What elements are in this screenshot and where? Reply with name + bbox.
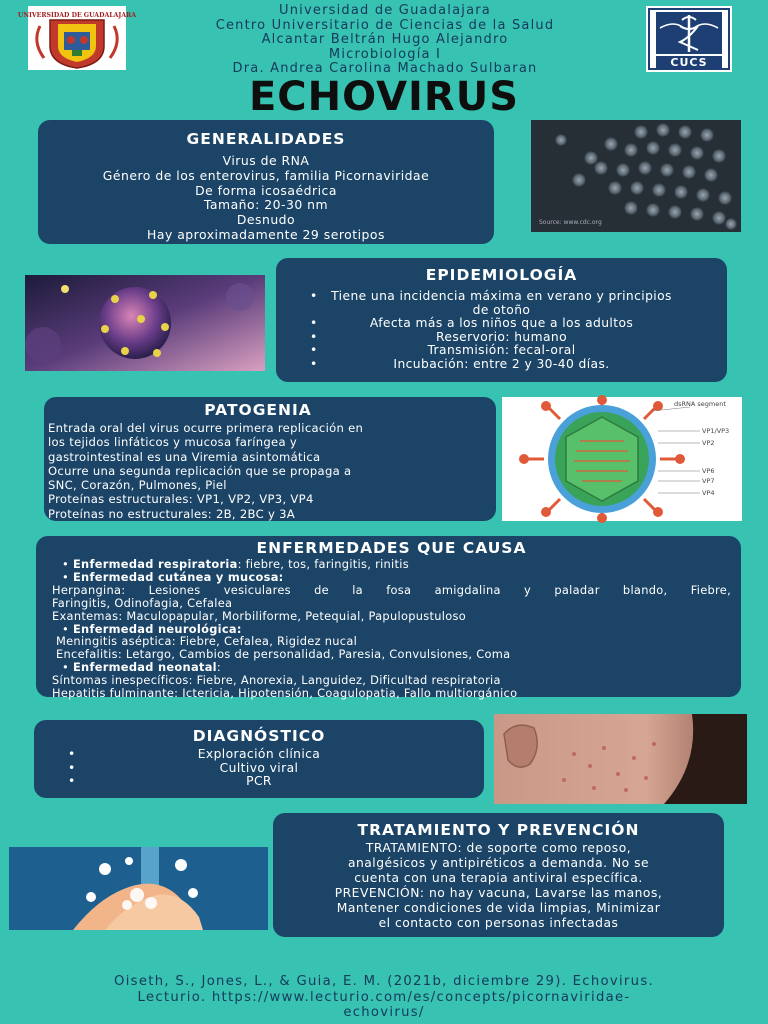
generalidades-line: Desnudo bbox=[236, 212, 296, 228]
generalidades-line: Género de los enterovirus, familia Picornaviridae bbox=[102, 167, 430, 183]
generalidades-line: Tamaño: 20-30 nm bbox=[203, 197, 329, 213]
generalidades-heading: GENERALIDADES bbox=[186, 130, 346, 148]
patogenia-line: Proteínas no estructurales: 2B, 2BC y 3A bbox=[48, 506, 296, 521]
page-title: ECHOVIRUS bbox=[248, 74, 519, 120]
epidemiologia-item: • Reservorio: humano bbox=[290, 331, 713, 345]
epidemiologia-item: • Incubación: entre 2 y 30-40 días. bbox=[290, 358, 713, 372]
herpangina-line: Herpangina: Lesiones vesiculares de la fosa amigdalina y paladar blando, Fiebre, bbox=[52, 582, 731, 597]
patogenia-heading: PATOGENIA bbox=[204, 401, 312, 419]
patogenia-line: SNC, Corazón, Pulmones, Piel bbox=[48, 478, 227, 493]
micrograph-image bbox=[531, 120, 741, 232]
skin-rash-photo bbox=[494, 714, 747, 804]
tratamiento-text bbox=[273, 841, 724, 931]
patogenia-text bbox=[48, 421, 496, 521]
diagnostico-item: • Exploración clínica bbox=[48, 748, 470, 762]
neonatal-colon: : bbox=[216, 660, 222, 675]
patogenia-line: Entrada oral del virus ocurre primera replicación en bbox=[48, 421, 364, 435]
exantemas-line: Exantemas: Maculopapular, Morbiliforme, Petequial, Papulopustuloso bbox=[52, 608, 467, 623]
diagram-label-vp2: VP2 bbox=[702, 439, 715, 447]
patogenia-line: gastrointestinal es una Viremia asintomática bbox=[48, 449, 321, 464]
respiratoria-label: Enfermedad respiratoria bbox=[72, 557, 238, 571]
udg-logo bbox=[17, 6, 137, 70]
reference-line: Lecturio. https://www.lecturio.com/es/concepts/picornaviridae- bbox=[137, 989, 631, 1005]
tratamiento-box bbox=[273, 813, 724, 937]
patogenia-line: Ocurre una segunda replicación que se propaga a bbox=[48, 463, 352, 478]
enfermedad-cutanea: • Enfermedad cutánea y mucosa: bbox=[62, 569, 284, 584]
encefalitis-line: Encefalitis: Letargo, Cambios de personalidad, Paresia, Convulsiones, Coma bbox=[56, 647, 511, 662]
enfermedades-heading: ENFERMEDADES QUE CAUSA bbox=[256, 539, 527, 557]
generalidades-line: Virus de RNA bbox=[222, 153, 310, 168]
tratamiento-heading: TRATAMIENTO Y PREVENCIÓN bbox=[357, 821, 640, 839]
header-line-university: Universidad de Guadalajara bbox=[279, 3, 491, 18]
generalidades-text bbox=[38, 154, 494, 243]
neurologica-label: Enfermedad neurológica: bbox=[72, 621, 242, 636]
epidemiologia-list bbox=[276, 290, 727, 372]
virus-structure-diagram bbox=[502, 397, 742, 521]
header-text bbox=[140, 4, 630, 77]
tratamiento-line: Mantener condiciones de vida limpias, Minimizar bbox=[336, 901, 661, 915]
hepatitis-line: Hepatitis fulminante: Ictericia, Hipotensión, Coagulopatia, Fallo multiorgánico bbox=[52, 686, 518, 701]
tratamiento-line: PREVENCIÓN: no hay vacuna, Lavarse las manos, bbox=[334, 886, 663, 900]
tratamiento-line: analgésicos y antipiréticos a demanda. No se bbox=[347, 856, 650, 870]
cucs-logo bbox=[646, 6, 732, 72]
neonatal-label: Enfermedad neonatal bbox=[72, 660, 217, 675]
herpangina-line-2: Faringitis, Odinofagia, Cefalea bbox=[52, 595, 233, 610]
header-line-teacher: Dra. Andrea Carolina Machado Sulbaran bbox=[232, 61, 538, 77]
diagnostico-heading: DIAGNÓSTICO bbox=[192, 727, 326, 745]
sintomas-line: Síntomas inespecíficos: Fiebre, Anorexia, Languidez, Dificultad respiratoria bbox=[52, 673, 501, 688]
header-line-center: Centro Universitario de Ciencias de la Salud bbox=[215, 17, 555, 33]
enfermedad-respiratoria: • Enfermedad respiratoria: fiebre, tos, faringitis, rinitis bbox=[62, 557, 409, 571]
tratamiento-line: cuenta con una terapia antiviral específica. bbox=[354, 871, 643, 885]
cucs-logo-text: CUCS bbox=[670, 56, 708, 69]
cutanea-label: Enfermedad cutánea y mucosa: bbox=[72, 569, 284, 584]
tratamiento-line: el contacto con personas infectadas bbox=[378, 916, 619, 930]
generalidades-box bbox=[38, 120, 494, 244]
diagram-label-dsrna: dsRNA segment bbox=[674, 400, 726, 408]
generalidades-line: Hay aproximadamente 29 serotipos bbox=[147, 226, 385, 242]
epidemiologia-item: • Tiene una incidencia máxima en verano y principios de otoño bbox=[290, 290, 713, 317]
patogenia-box bbox=[44, 397, 496, 521]
micrograph-caption: Source: www.cdc.org bbox=[539, 219, 602, 226]
epidemiologia-item: • Afecta más a los niños que a los adultos bbox=[290, 317, 713, 331]
header-line-author: Alcantar Beltrán Hugo Alejandro bbox=[261, 32, 509, 48]
udg-logo-text: UNIVERSIDAD DE GUADALAJARA bbox=[17, 12, 137, 19]
tratamiento-line: TRATAMIENTO: de soporte como reposo, bbox=[365, 841, 632, 855]
diagnostico-item: • PCR bbox=[48, 775, 470, 789]
diagram-label-vp6: VP6 bbox=[702, 467, 715, 475]
diagnostico-box bbox=[34, 720, 484, 798]
epidemiologia-heading: EPIDEMIOLOGÍA bbox=[425, 266, 578, 284]
diagram-label-vp7: VP7 bbox=[702, 477, 715, 485]
diagnostico-item: • Cultivo viral bbox=[48, 762, 470, 776]
reference-line: echovirus/ bbox=[343, 1005, 425, 1021]
patogenia-line: Proteínas estructurales: VP1, VP2, VP3, VP4 bbox=[48, 492, 314, 507]
meningitis-line: Meningitis aséptica: Fiebre, Cefalea, Rigidez nucal bbox=[56, 634, 358, 649]
enfermedad-neurologica: • Enfermedad neurológica: bbox=[62, 621, 242, 636]
diagnostico-list bbox=[34, 748, 484, 789]
header-line-course: Microbiología I bbox=[328, 46, 442, 62]
handwashing-image bbox=[9, 847, 268, 930]
enfermedades-text bbox=[52, 558, 731, 700]
generalidades-line: De forma icosaédrica bbox=[195, 182, 337, 198]
epidemiologia-box bbox=[276, 258, 727, 382]
diagram-label-vp4: VP4 bbox=[702, 489, 715, 497]
patogenia-line: los tejidos linfáticos y mucosa faríngea y bbox=[48, 435, 298, 450]
respiratoria-text: : fiebre, tos, faringitis, rinitis bbox=[237, 557, 409, 571]
enfermedad-neonatal: • Enfermedad neonatal: bbox=[62, 660, 222, 675]
reference-line: Oiseth, S., Jones, L., & Guia, E. M. (2021b, diciembre 29). Echovirus. bbox=[114, 974, 654, 989]
epidemiologia-item: • Transmisión: fecal-oral bbox=[290, 344, 713, 358]
enfermedades-box bbox=[36, 536, 741, 701]
reference-citation bbox=[0, 974, 768, 1021]
virus-render-image bbox=[25, 275, 265, 371]
diagram-label-vp1vp3: VP1/VP3 bbox=[702, 427, 730, 435]
